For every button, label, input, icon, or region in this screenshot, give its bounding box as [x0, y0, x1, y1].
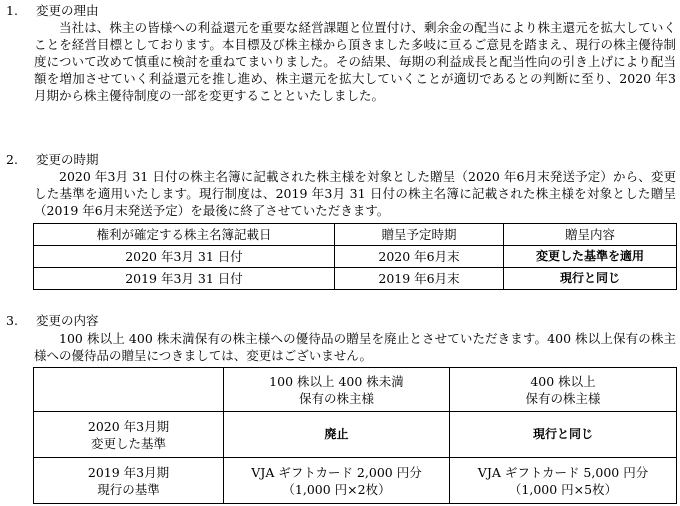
content-row-2019-col2-line2: （1,000 円×5枚） [508, 481, 618, 497]
section-2-number: 2. [6, 152, 18, 167]
content-row-2019 [34, 458, 677, 504]
schedule-table [33, 223, 677, 290]
content-row-2020-col2: 現行と同じ [450, 412, 677, 458]
section-1-number: 1. [6, 3, 18, 18]
content-header-100-400-line1: 100 株以上 400 株未満 [269, 373, 404, 389]
content-header-100-400-line2: 保有の株主様 [298, 390, 374, 406]
content-header-400plus-line1: 400 株以上 [530, 373, 596, 389]
content-row-2020-label [34, 412, 224, 458]
section-1-body: 当社は、株主の皆様への利益還元を重要な経営課題と位置付け、剰余金の配当により株主還元を拡大していくことを経営目標としております。本目標及び株主様から頂きました多岐に亘るご意見を踏まえ、現行の株主優待制度について改めて慎重に検討を重ねてまいりました。その結果、毎期の利益成長と配当性向の引き上げにより配当額を増加させていく利益還元を推し進め、株主還元を拡大していくことが適切であるとの判断に至り、2020 年3月期から株主優待制度の一部を変更することといたしました。 [34, 20, 676, 103]
section-2-heading [6, 151, 99, 168]
content-row-2019-col1-line1: VJA ギフトカード 2,000 円分 [251, 464, 422, 480]
section-3-heading [6, 312, 99, 329]
content-header-100-400 [224, 368, 450, 412]
schedule-row-2019-content: 現行と同じ [504, 268, 677, 290]
schedule-row-2019-timing: 2019 年6月末 [335, 268, 504, 290]
section-3-body: 100 株以上 400 株未満保有の株主様への優待品の贈呈を廃止とさせていただきます。400 株以上保有の株主様への優待品の贈呈につきましては、変更はございません。 [34, 331, 676, 363]
schedule-row-2019-date: 2019 年3月 31 日付 [34, 268, 335, 290]
content-header-blank [34, 368, 224, 412]
content-header-400plus [450, 368, 677, 412]
content-row-2020-label-line2: 変更した基準 [90, 435, 166, 451]
section-2-title: 変更の時期 [36, 152, 99, 167]
schedule-row-2020-timing: 2020 年6月末 [335, 246, 504, 268]
schedule-header-timing: 贈呈予定時期 [335, 224, 504, 246]
section-2-body: 2020 年3月 31 日付の株主名簿に記載された株主様を対象とした贈呈（2020 年6月末発送予定）から、変更した基準を適用いたします。現行制度は、2019 年3月 31 日付の株主名簿に記載された株主様を対象とした贈呈（2019 年6月末発送予定）を最後に終了させていただきます。 [34, 169, 676, 218]
schedule-row-2020-content: 変更した基準を適用 [504, 246, 677, 268]
content-row-2020-label-line1: 2020 年3月期 [87, 418, 170, 434]
section-1-heading [6, 2, 99, 19]
content-row-2019-col2-line1: VJA ギフトカード 5,000 円分 [477, 464, 649, 480]
section-3-title: 変更の内容 [36, 313, 99, 328]
content-row-2019-col1-line2: （1,000 円×2枚） [282, 481, 391, 497]
content-row-2020 [34, 412, 677, 458]
content-table [33, 367, 677, 504]
content-row-2019-col1 [224, 458, 450, 504]
content-header-row [34, 368, 677, 412]
section-1-title: 変更の理由 [36, 3, 99, 18]
content-row-2019-label-line1: 2019 年3月期 [87, 464, 170, 480]
schedule-row-2020-date: 2020 年3月 31 日付 [34, 246, 335, 268]
content-row-2019-label-line2: 現行の基準 [97, 481, 160, 497]
content-row-2019-col2 [450, 458, 677, 504]
schedule-row-2019 [34, 268, 677, 290]
schedule-row-2020 [34, 246, 677, 268]
section-3-number: 3. [6, 313, 18, 328]
schedule-header-row [34, 224, 677, 246]
content-header-400plus-line2: 保有の株主様 [525, 390, 601, 406]
schedule-header-date: 権利が確定する株主名簿記載日 [34, 224, 335, 246]
content-row-2019-label [34, 458, 224, 504]
schedule-header-content: 贈呈内容 [504, 224, 677, 246]
content-row-2020-col1: 廃止 [224, 412, 450, 458]
